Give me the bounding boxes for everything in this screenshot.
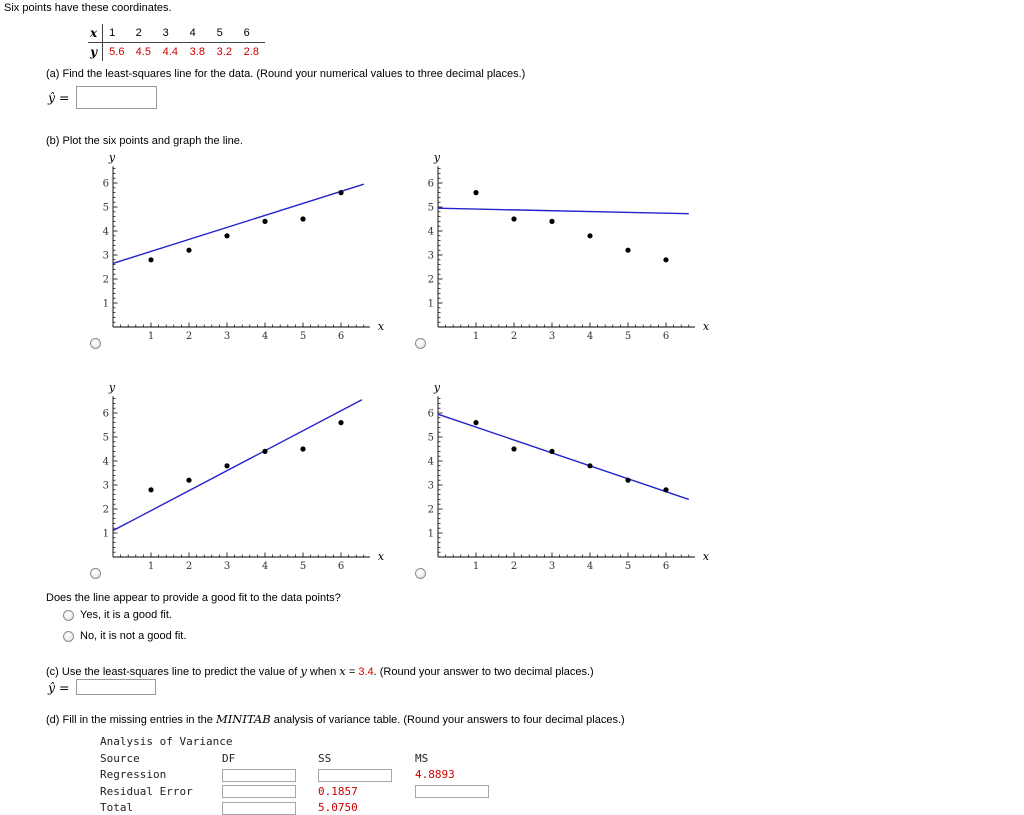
- part-b-text: (b) Plot the six points and graph the line.: [46, 135, 243, 147]
- svg-text:4: 4: [586, 561, 594, 572]
- svg-text:3: 3: [223, 561, 231, 572]
- svg-text:3: 3: [427, 250, 434, 262]
- svg-text:2: 2: [427, 504, 434, 516]
- svg-text:5: 5: [427, 202, 434, 214]
- fit-yes-radio[interactable]: [63, 610, 74, 621]
- x-row-label: x: [88, 24, 103, 43]
- svg-text:3: 3: [427, 480, 434, 492]
- svg-text:6: 6: [337, 331, 345, 342]
- plot-option-1-chart: [80, 150, 390, 346]
- plot-option-2-chart: [405, 150, 715, 346]
- x-value: 1: [103, 24, 130, 43]
- svg-text:1: 1: [427, 298, 434, 310]
- part-d-minitab: MINITAB: [215, 712, 271, 726]
- y-row: [88, 43, 265, 62]
- svg-text:3: 3: [223, 331, 231, 342]
- anova-row-total: [100, 800, 489, 815]
- y-row-label: y: [88, 43, 103, 62]
- question-intro: Six points have these coordinates.: [4, 2, 172, 14]
- anova-col-ms: MS: [415, 751, 429, 765]
- svg-text:1: 1: [102, 528, 109, 540]
- part-d-text-1: (d) Fill in the missing entries in the: [46, 714, 216, 726]
- anova-table: [100, 734, 489, 815]
- anova-title: Analysis of Variance: [100, 735, 233, 748]
- y-value: 3.8: [189, 46, 205, 58]
- svg-text:3: 3: [548, 331, 556, 342]
- residual-ms-input[interactable]: [415, 785, 489, 798]
- part-c-text-2: when: [306, 666, 340, 678]
- total-df-input[interactable]: [222, 802, 296, 815]
- svg-text:4: 4: [102, 226, 109, 238]
- svg-text:1: 1: [472, 331, 480, 342]
- y-value: 4.4: [162, 46, 178, 58]
- svg-text:3: 3: [102, 480, 109, 492]
- fit-no-radio[interactable]: [63, 631, 74, 642]
- part-a-answer-row: [48, 86, 157, 109]
- regression-ss-input[interactable]: [318, 769, 392, 782]
- coordinates-table: [88, 24, 265, 61]
- y-value: 4.5: [135, 46, 151, 58]
- svg-text:2: 2: [510, 561, 518, 572]
- fit-no-label: No, it is not a good fit.: [80, 630, 187, 642]
- plot-option-2-radio[interactable]: [415, 338, 426, 349]
- svg-text:2: 2: [185, 331, 193, 342]
- svg-text:5: 5: [427, 432, 434, 444]
- svg-text:4: 4: [102, 456, 109, 468]
- svg-text:y: y: [433, 151, 441, 165]
- plot-option-1-radio[interactable]: [90, 338, 101, 349]
- fit-option-no: [63, 629, 186, 643]
- part-c-var-x: x: [339, 664, 346, 678]
- plot-option-4-radio[interactable]: [415, 568, 426, 579]
- svg-text:4: 4: [427, 456, 434, 468]
- part-a-text: (a) Find the least-squares line for the data. (Round your numerical values to three decimal places.): [46, 68, 526, 80]
- svg-text:4: 4: [586, 331, 594, 342]
- svg-text:1: 1: [147, 561, 155, 572]
- plot-option-3-radio[interactable]: [90, 568, 101, 579]
- svg-text:5: 5: [299, 331, 307, 342]
- anova-header-row: [100, 751, 489, 768]
- plot-option-3-chart: [80, 380, 390, 576]
- svg-text:5: 5: [624, 561, 632, 572]
- svg-text:6: 6: [662, 331, 670, 342]
- total-ss-value: 5.0750: [318, 801, 358, 814]
- plot-option-4-chart: [405, 380, 715, 576]
- part-c-answer-input[interactable]: [76, 679, 156, 695]
- svg-text:y: y: [108, 381, 116, 395]
- anova-col-df: DF: [222, 751, 236, 765]
- svg-text:6: 6: [102, 178, 109, 190]
- svg-text:6: 6: [662, 561, 670, 572]
- x-value: 5: [211, 24, 238, 43]
- x-value: 3: [157, 24, 184, 43]
- part-c-answer-label: ŷ =: [48, 679, 70, 695]
- svg-text:5: 5: [624, 331, 632, 342]
- regression-df-input[interactable]: [222, 769, 296, 782]
- anova-row-regression: [100, 767, 489, 784]
- part-c-text-1: (c) Use the least-squares line to predict the value of: [46, 666, 301, 678]
- svg-text:2: 2: [102, 504, 109, 516]
- fit-yes-label: Yes, it is a good fit.: [80, 609, 172, 621]
- part-a-answer-label: ŷ =: [48, 90, 70, 105]
- part-d-text-2: analysis of variance table. (Round your answers to four decimal places.): [270, 714, 625, 726]
- svg-text:4: 4: [261, 561, 269, 572]
- svg-text:5: 5: [299, 561, 307, 572]
- svg-text:2: 2: [510, 331, 518, 342]
- svg-text:1: 1: [472, 561, 480, 572]
- part-a-answer-input[interactable]: [76, 86, 157, 109]
- x-value: 4: [184, 24, 211, 43]
- x-row: [88, 24, 265, 43]
- anova-col-source: Source: [100, 751, 140, 765]
- svg-text:6: 6: [427, 408, 434, 420]
- svg-text:4: 4: [261, 331, 269, 342]
- part-c-text: [46, 664, 594, 678]
- anova-col-ss: SS: [318, 751, 332, 765]
- residual-ss-value: 0.1857: [318, 784, 358, 798]
- svg-text:2: 2: [185, 561, 193, 572]
- svg-text:2: 2: [427, 274, 434, 286]
- anova-row-residual-error: [100, 784, 489, 801]
- svg-text:y: y: [433, 381, 441, 395]
- anova-source-regression: Regression: [100, 768, 167, 781]
- part-c-var-y: y: [300, 664, 307, 678]
- anova-source-total: Total: [100, 801, 134, 814]
- y-value: 2.8: [243, 46, 259, 58]
- y-value: 3.2: [216, 46, 232, 58]
- x-value: 6: [238, 24, 265, 43]
- part-c-text-3: =: [345, 666, 359, 678]
- svg-text:x: x: [702, 550, 710, 563]
- svg-text:5: 5: [102, 432, 109, 444]
- part-c-text-4: . (Round your answer to two decimal places.): [373, 666, 594, 678]
- x-value: 2: [130, 24, 157, 43]
- residual-df-input[interactable]: [222, 785, 296, 798]
- y-value: 5.6: [109, 46, 125, 58]
- part-c-answer-row: [48, 679, 156, 695]
- svg-text:2: 2: [102, 274, 109, 286]
- svg-text:6: 6: [337, 561, 345, 572]
- part-c-x-value: 3.4: [358, 666, 374, 678]
- svg-text:6: 6: [427, 178, 434, 190]
- svg-text:x: x: [377, 550, 385, 563]
- svg-text:x: x: [702, 320, 710, 333]
- svg-text:4: 4: [427, 226, 434, 238]
- regression-ms-value: 4.8893: [415, 768, 455, 781]
- fit-option-yes: [63, 608, 172, 622]
- svg-text:1: 1: [147, 331, 155, 342]
- svg-text:5: 5: [102, 202, 109, 214]
- svg-text:x: x: [377, 320, 385, 333]
- svg-text:3: 3: [548, 561, 556, 572]
- svg-text:1: 1: [102, 298, 109, 310]
- part-d-text: [46, 712, 625, 726]
- svg-text:6: 6: [102, 408, 109, 420]
- fit-question: Does the line appear to provide a good fit to the data points?: [46, 592, 341, 604]
- svg-text:y: y: [108, 151, 116, 165]
- svg-text:3: 3: [102, 250, 109, 262]
- svg-text:1: 1: [427, 528, 434, 540]
- anova-source-residual: Residual Error: [100, 784, 193, 798]
